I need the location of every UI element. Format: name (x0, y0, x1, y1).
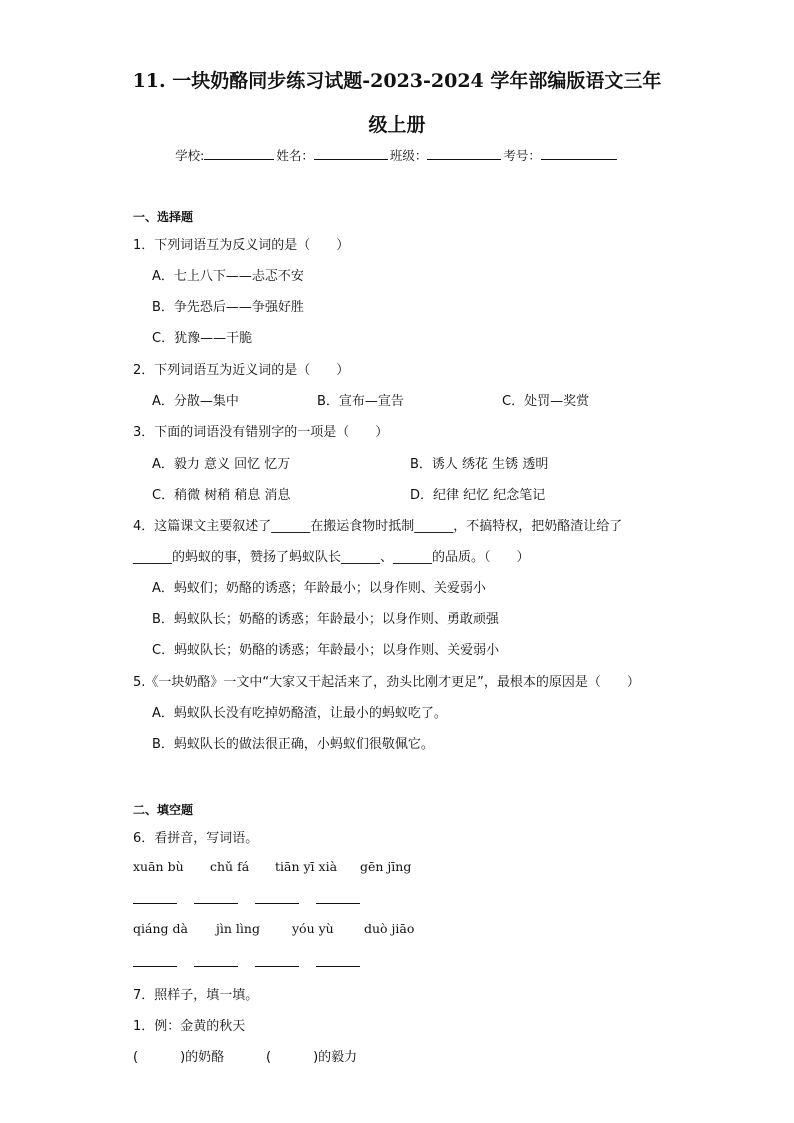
q7-blank-2-open: ( (266, 1050, 272, 1065)
q4-option-a[interactable]: A．蚂蚁们；奶酪的诱惑；年龄最小；以身作则、关爱弱小 (152, 581, 486, 596)
pinyin-5: qiáng dà (133, 921, 188, 936)
q5-stem: 5.《一块奶酪》一文中“大家又干起活来了，劲头比刚才更足”，最根本的原因是（ ） (133, 675, 640, 690)
class-blank[interactable] (427, 145, 501, 160)
q2-option-a[interactable]: A．分散—集中 (152, 394, 239, 409)
q4-option-c[interactable]: C．蚂蚁队长；奶酪的诱惑；年龄最小；以身作则、关爱弱小 (152, 643, 500, 658)
section-2-heading: 二、填空题 (133, 803, 194, 817)
q3-option-b[interactable]: B．诱人 绣花 生锈 透明 (410, 457, 549, 472)
q7-example: 1．例：金黄的秋天 (133, 1019, 246, 1034)
answer-line-1[interactable] (133, 903, 177, 904)
q4-stem-line-2: ______的蚂蚁的事，赞扬了蚂蚁队长______、______的品质。（ ） (133, 550, 530, 565)
pinyin-7: yóu yù (292, 921, 334, 936)
class-label: 班级： (389, 148, 428, 163)
q5-option-a[interactable]: A．蚂蚁队长没有吃掉奶酪渣，让最小的蚂蚁吃了。 (152, 706, 447, 721)
name-label: 姓名： (276, 148, 314, 163)
number-label: 考号： (503, 148, 541, 163)
q6-stem: 6．看拼音，写词语。 (133, 831, 259, 846)
pinyin-6: jìn lìng (216, 921, 260, 936)
q7-blank-2[interactable] (266, 1046, 357, 1065)
q2-option-c[interactable]: C．处罚—奖赏 (502, 394, 590, 409)
q1-option-a[interactable]: A．七上八下——忐忑不安 (152, 269, 304, 284)
q4-option-b[interactable]: B．蚂蚁队长；奶酪的诱惑；年龄最小；以身作则、勇敢顽强 (152, 612, 499, 627)
q7-blank-1-open: ( (133, 1050, 139, 1065)
q3-option-d[interactable]: D．纪律 纪忆 纪念笔记 (410, 488, 546, 503)
school-label: 学校: (175, 148, 205, 163)
q5-option-b[interactable]: B．蚂蚁队长的做法很正确，小蚂蚁们很敬佩它。 (152, 737, 434, 752)
q3-option-a[interactable]: A．毅力 意义 回忆 忆万 (152, 457, 291, 472)
q1-option-b[interactable]: B．争先恐后——争强好胜 (152, 300, 304, 315)
q2-option-b[interactable]: B．宣布—宣告 (317, 394, 404, 409)
number-blank[interactable] (541, 145, 617, 160)
answer-line-8[interactable] (316, 966, 360, 967)
answer-line-5[interactable] (133, 966, 177, 967)
pinyin-1: xuān bù (133, 859, 184, 874)
q7-blank-1[interactable] (133, 1046, 224, 1065)
answer-line-2[interactable] (194, 903, 238, 904)
answer-line-6[interactable] (194, 966, 238, 967)
q3-stem: 3．下面的词语没有错别字的一项是（ ） (133, 425, 389, 440)
section-1-heading: 一、选择题 (133, 210, 194, 224)
title-line-2: 级上册 (368, 114, 426, 136)
title-line-1: 11. 一块奶酪同步练习试题-2023-2024 学年部编版语文三年 (132, 70, 662, 92)
pinyin-8: duò jiāo (364, 921, 415, 936)
q7-stem: 7．照样子，填一填。 (133, 988, 259, 1003)
q7-blank-1-text: )的奶酪 (180, 1050, 225, 1065)
answer-line-7[interactable] (255, 966, 299, 967)
school-blank[interactable] (204, 145, 274, 160)
name-blank[interactable] (314, 145, 388, 160)
q4-stem-line-1: 4．这篇课文主要叙述了______在搬运食物时抵制______，不搞特权，把奶酪渣让给了 (133, 519, 623, 534)
answer-line-4[interactable] (316, 903, 360, 904)
answer-line-3[interactable] (255, 903, 299, 904)
pinyin-2: chǔ fá (210, 859, 250, 874)
q1-stem: 1．下列词语互为反义词的是（ ） (133, 238, 350, 253)
q1-option-c[interactable]: C．犹豫——干脆 (152, 331, 253, 346)
q7-blank-2-text: )的毅力 (313, 1050, 358, 1065)
pinyin-3: tiān yī xià (275, 859, 338, 874)
q3-option-c[interactable]: C．稍微 树稍 稍息 消息 (152, 488, 291, 503)
student-info-line (0, 145, 794, 164)
pinyin-4: gēn jīng (360, 859, 412, 874)
q2-stem: 2．下列词语互为近义词的是（ ） (133, 363, 350, 378)
